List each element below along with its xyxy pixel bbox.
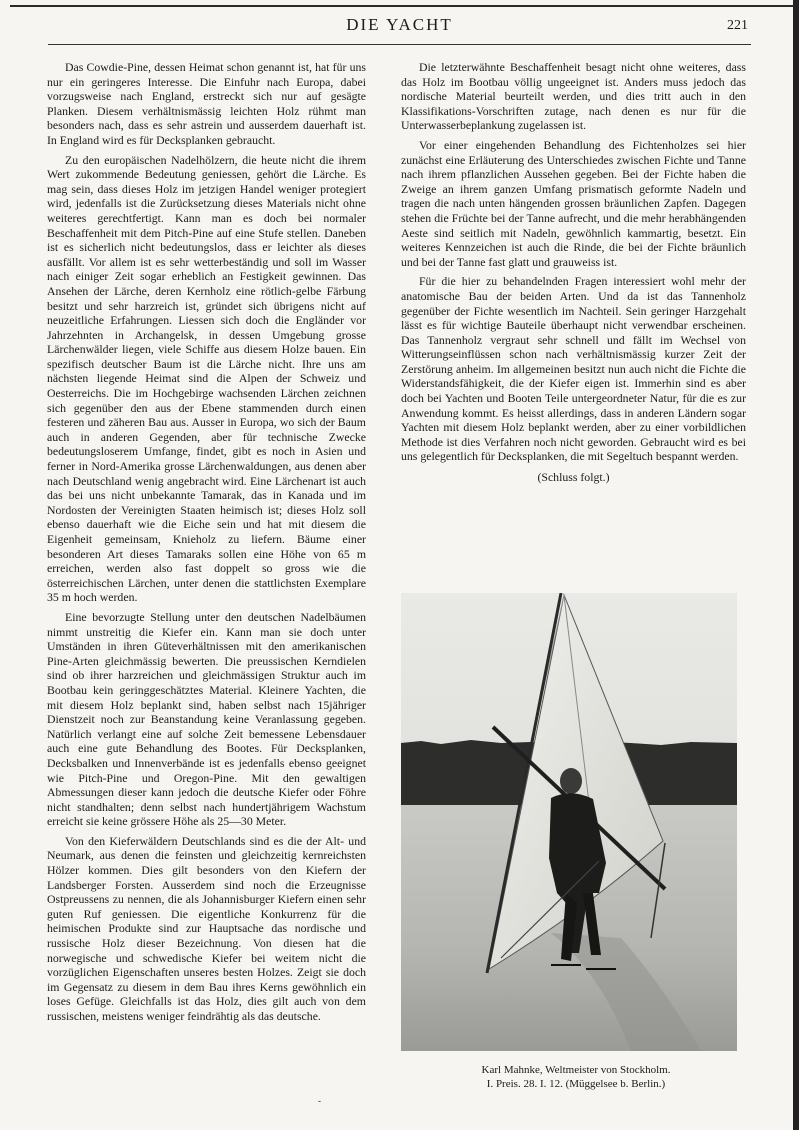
header-rule: [48, 44, 751, 45]
paragraph: Zu den europäischen Nadelhölzern, die heute nicht die ihrem Wert zukommende Bedeutung geniessen, gehört die Lärche. Es mag sein, dass dieses Holz im jetzigen Handel weniger protegiert wird, jedenfalls ist die Zurücksetzung dieses Materials nicht ohne weiteres gerechtfertigt. Kann man es doch bei normaler Beschaffenheit mit dem Pitch-Pine auf eine Stufe stellen. Daneben ist es sicherlich nicht bedeutungslos, dass er leichter als dieses ausfällt. Vor allem ist es sehr wetterbeständig und soll im Wasser nach einiger Zeit sogar erheblich an Festigkeit gewinnen. Das Ansehen der Lärche, deren Kernholz eine rötlich-gelbe Färbung besitzt und sehr harzreich ist, gründet sich übrigens nicht auf neuzeitliche Erfahrungen. Liessen sich doch die Engländer vor Jahrzehnten in Archangelsk, in dessen Umgebung grosse Lärchenwälder liegen, viele Schiffe aus diesem Holze bauen. Ein spezifisch deutscher Baum ist die Lärche nicht. Ihre uns am nächsten liegende Heimat sind die Alpen der Schweiz und Oesterreichs. Die im Hochgebirge wachsenden Lärchen zeichnen sich gegenüber den aus der Ebene stammenden durch einen festeren und zäheren Bau aus. Ausser in Europa, wo sich der Baum auch in anderen Gegenden, aber für technische Zwecke bedeutungsloserem Umfange, findet, gibt es noch in Asien und ferner in Nord-Amerika grosse Lärchenwaldungen, aus denen aber nach Deutschland wenig angebracht wird. Eine Lärchenart ist auch das bei uns nicht unbekannte Tamarak, das in Kanada und im Nordosten der Vereinigten Staaten heimisch ist; dieses Holz soll ebenso dauerhaft wie die Eiche sein und hat mit diesem die Eigenheit gemeinsam, Knieholz zu liefern. Bäume einer besonderen Art dieses Tamaraks sollen eine Höhe von 65 m erreichen, werden also fast doppelt so gross wie die österreichischen Lärchen, unter denen die stattlichsten Exemplare 35 m hoch werden.: [47, 152, 366, 605]
left-column: [47, 60, 366, 1029]
continued-note: (Schluss folgt.): [537, 470, 610, 485]
paragraph: Vor einer eingehenden Behandlung des Fichtenholzes sei hier zunächst eine Erläuterung des Unterschiedes zwischen Fichte und Tanne nach ihrem pflanzlichen Aussehen gegeben. Bei der Fichte haben die Zweige an ihrem ganzen Umfang prismatisch geformte Nadeln und tragen die nach unten hängenden grossen bräunlichen Zapfen. Dagegen stehen die Früchte bei der Tanne aufrecht, und die mehr herabhängenden Aeste sind seitlich mit Nadeln, gewöhnlich kammartig, besetzt. Ein weiteres Kennzeichen ist auch die Rinde, die bei der Fichte bräunlich und bei der Tanne fast glatt und grauweiss ist.: [401, 137, 746, 269]
top-border: [10, 5, 799, 7]
right-column: [401, 60, 746, 485]
page-edge: [793, 0, 799, 1130]
page-number: 221: [727, 18, 748, 33]
ice-yacht-photo-image: [401, 593, 737, 1051]
bottom-mark: -: [318, 1097, 322, 1107]
paragraph: Das Cowdie-Pine, dessen Heimat schon genannt ist, hat für uns nur ein geringeres Interesse. Die Einfuhr nach Europa, dabei vorzugsweise nach England, erstreckt sich nur auf gesägte Planken. Diesem verhältnismässig leichten Holz rühmt man besonders nach, dass es sehr astrein und ausserdem dauerhaft ist. In England wird es für Decksplanken gebraucht.: [47, 60, 366, 147]
caption-line: I. Preis. 28. I. 12. (Müggelsee b. Berlin.): [486, 1078, 666, 1090]
ice-yacht-photo: [401, 593, 737, 1051]
paragraph: Eine bevorzugte Stellung unter den deutschen Nadelbäumen nimmt unstreitig die Kiefer ein. Kann man sie doch unter Umständen in ihren Güteverhältnissen mit den amerikanischen Pine-Arten gleichmässig bewerten. Die preussischen Kerndielen sind ob ihrer harzreichen und gleichmässigen Struktur auch im Bootbau kein geringgeschätztes Material. Kleinere Yachten, die mit diesem Holz beplankt sind, haben selbst nach 15jähriger Dienstzeit noch zur Beanstandung keine Veranlassung gegeben. Natürlich verlangt eine auf solche Zeit bemessene Lebensdauer auch eine gute Behandlung des Bootes. Für Decksplanken, Decksbalken und Innenverbände ist es jedenfalls ebenso geeignet wie Pitch-Pine und Oregon-Pine. Mit den gewaltigen Abmessungen dieser kann jedoch die deutsche Kiefer oder Föhre nicht standhalten; denn selbst nach hundertjährigem Wachstum erreicht sie keine grössere Höhe als 25—30 Meter.: [47, 609, 366, 829]
caption-line: Karl Mahnke, Weltmeister von Stockholm.: [481, 1064, 671, 1076]
paragraph: Von den Kieferwäldern Deutschlands sind es die der Alt- und Neumark, aus denen die feinsten und gleichzeitig kernreichsten Hölzer kommen. Dies gilt besonders von den Kiefern der Landsberger Forsten. Ausserdem sind noch die Erzeugnisse Ostpreussens zu nennen, die als Johannisburger Kiefern einen sehr guten Ruf geniessen. Die eigentliche Konkurrenz für die heimischen Produkte sind zur Hauptsache das nordische und russische Holz dieser Bezeichnung. Von diesen hat die norwegische und schwedische Kiefer bei weitem nicht die vorzüglichen Eigenschaften unseres besten Holzes. Zeigt sie doch im Gegensatz zu diesem in dem Bau ihres Kerns gewöhnlich ein loses Gefüge. Gleichfalls ist das Holz, dies gilt auch von dem russischen, meistens weniger feindrähtig als das deutsche.: [47, 833, 366, 1023]
journal-title: DIE YACHT: [346, 15, 453, 34]
page-header: [0, 15, 799, 43]
paragraph: Die letzterwähnte Beschaffenheit besagt nicht ohne weiteres, dass das Holz im Bootbau völlig ungeeignet ist. Anders muss jedoch das nordische Material beurteilt werden, und dies tritt auch in den Klassifikations-Vorschriften zutage, nach denen es nur für die Unterwasserbeplankung zugelassen ist.: [401, 60, 746, 133]
paragraph: Für die hier zu behandelnden Fragen interessiert wohl mehr der anatomische Bau der beiden Arten. Und da ist das Tannenholz gegenüber der Fichte wesentlich im Nachteil. Sein geringer Harzgehalt lässt es für wichtige Bauteile überhaupt nicht verwendbar erscheinen. Das Tannenholz vergraut sehr schnell und fällt im Wechsel von Witterungseinflüssen schon nach verhältnismässig kurzer Zeit der Zerstörung anheim. Im allgemeinen besitzt nun auch nicht die Fichte die Widerstandsfähigkeit, die der Kiefer eigen ist. Immerhin sind es aber doch bei Yachten und Booten Teile untergeordneter Natur, für die es zur Anwendung kommt. Es heisst allerdings, dass in anderen Ländern sogar Yachten mit diesem Holz beplankt werden, aber zu einer vorbildlichen Methode ist dies Verfahren noch nicht geworden. Gebraucht wird es bei uns gelegentlich für Decksplanken, die mit Segeltuch bespannt werden.: [401, 274, 746, 464]
photo-caption: [401, 1063, 751, 1091]
